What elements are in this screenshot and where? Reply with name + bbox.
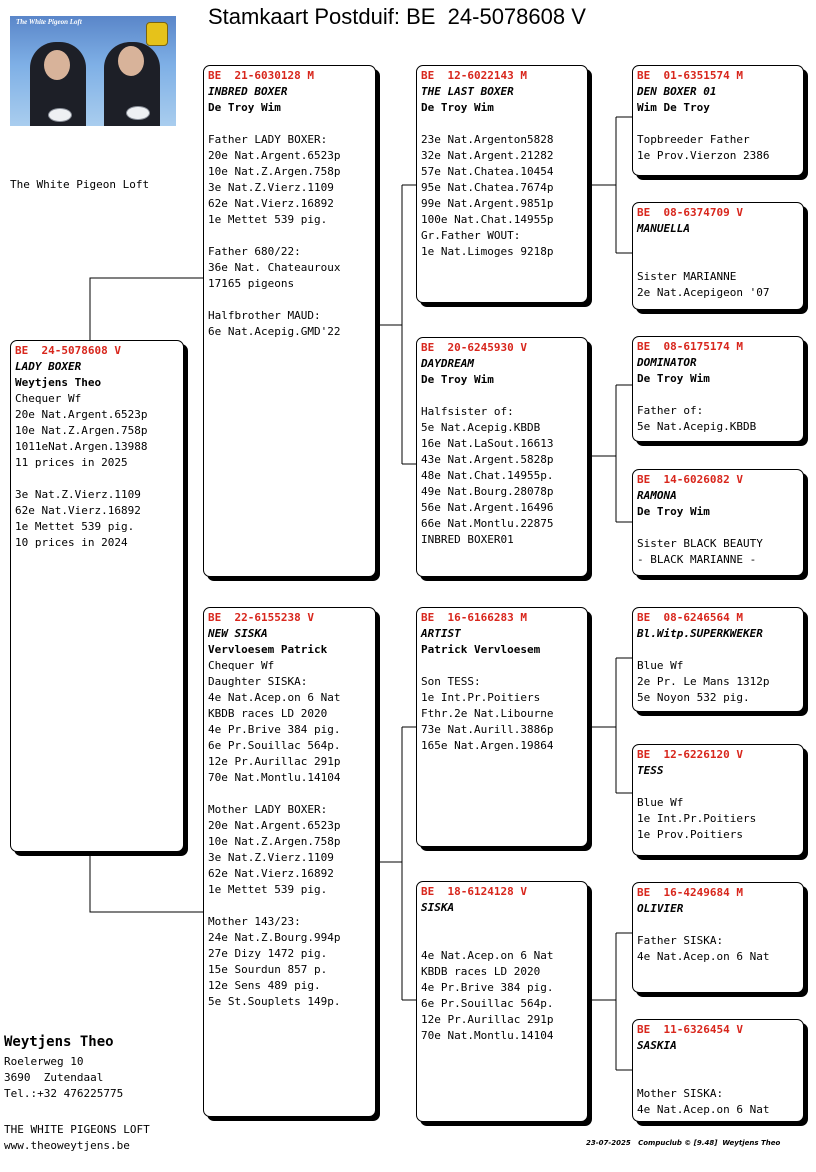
- info-line: 48e Nat.Chat.14955p.: [421, 469, 554, 482]
- info-line: 4e Nat.Acep.on 6 Nat: [208, 691, 341, 704]
- pigeon-card-ggf-ff: [632, 65, 804, 176]
- info-line: [637, 1070, 799, 1086]
- info-line: Father of:: [637, 404, 704, 417]
- info-line: KBDB races LD 2020: [421, 965, 541, 978]
- connector-mm-parents: [588, 933, 632, 1070]
- owner-street: Roelerweg 10: [4, 1055, 84, 1068]
- info-line: 1e Int.Pr.Poitiers: [637, 812, 757, 825]
- info-line: 5e Nat.Acepig.KBDB: [637, 420, 757, 433]
- info-line: 6e Pr.Souillac 564p.: [208, 739, 341, 752]
- info-line: 100e Nat.Chat.14955p: [421, 213, 554, 226]
- ring-number: BE 08-6175174 M: [637, 340, 743, 353]
- info-line: 20e Nat.Argent.6523p: [15, 408, 148, 421]
- info-line: [637, 520, 799, 536]
- info-line: 1e Mettet 539 pig.: [208, 883, 328, 896]
- info-line: 20e Nat.Argent.6523p: [208, 819, 341, 832]
- info-line: KBDB races LD 2020: [208, 707, 328, 720]
- pigeon-name: DEN BOXER 01: [637, 85, 717, 98]
- ring-number: BE 12-6022143 M: [421, 69, 527, 82]
- pigeon-name: SASKIA: [637, 1039, 677, 1052]
- info-line: 4e Nat.Acep.on 6 Nat: [637, 1103, 770, 1116]
- info-line: [637, 116, 799, 132]
- pigeon-name: RAMONA: [637, 489, 677, 502]
- pigeon-name: LADY BOXER: [15, 360, 82, 373]
- pigeon-owner: Weytjens Theo: [15, 376, 102, 389]
- connector-subject-mother: [90, 852, 204, 912]
- info-line: 1e Int.Pr.Poitiers: [421, 691, 541, 704]
- pigeon-owner: Vervloesem Patrick: [208, 643, 328, 656]
- info-line: 12e Pr.Aurillac 291p: [421, 1013, 554, 1026]
- info-line: Father LADY BOXER:: [208, 133, 328, 146]
- info-line: 1e Nat.Limoges 9218p: [421, 245, 554, 258]
- info-line: Topbreeder Father: [637, 133, 750, 146]
- info-line: - BLACK MARIANNE -: [637, 553, 757, 566]
- info-line: 5e Nat.Acepig.KBDB: [421, 421, 541, 434]
- info-line: Mother 143/23:: [208, 915, 301, 928]
- info-line: 16e Nat.LaSout.16613: [421, 437, 554, 450]
- info-line: 23e Nat.Argenton5828: [421, 133, 554, 146]
- photo-banner: The White Pigeon Loft: [16, 18, 82, 26]
- pigeon-name: INBRED BOXER: [208, 85, 288, 98]
- info-line: 36e Nat. Chateauroux: [208, 261, 341, 274]
- info-line: 4e Nat.Acep.on 6 Nat: [637, 950, 770, 963]
- info-line: Halfsister of:: [421, 405, 514, 418]
- info-line: 1e Prov.Vierzon 2386: [637, 149, 770, 162]
- ring-number: BE 24-5078608 V: [15, 344, 121, 357]
- info-line: 1e Mettet 539 pig.: [15, 520, 135, 533]
- owner-loft-name: THE WHITE PIGEONS LOFT: [4, 1123, 150, 1136]
- info-line: [637, 779, 799, 795]
- info-line: 95e Nat.Chatea.7674p: [421, 181, 554, 194]
- ring-number: BE 11-6326454 V: [637, 1023, 743, 1036]
- pigeon-owner: De Troy Wim: [421, 101, 494, 114]
- info-line: [208, 898, 371, 914]
- owner-name: Weytjens Theo: [4, 1034, 114, 1050]
- pigeon-card-father: [203, 65, 376, 577]
- info-line: 70e Nat.Montlu.14104: [208, 771, 341, 784]
- info-line: 99e Nat.Argent.9851p: [421, 197, 554, 210]
- info-line: [637, 253, 799, 269]
- pigeon-card-ggm-mm: [632, 1019, 804, 1122]
- info-line: [208, 292, 371, 308]
- pigeon-card-grandfather-maternal: [416, 607, 588, 847]
- loft-name: The White Pigeon Loft: [10, 178, 150, 191]
- owner-phone: Tel.:+32 476225775: [4, 1087, 124, 1100]
- pigeon-card-grandmother-maternal: [416, 881, 588, 1122]
- pigeon-name: MANUELLA: [637, 222, 690, 235]
- owner-website: www.theoweytjens.be: [4, 1139, 130, 1152]
- info-line: 62e Nat.Vierz.16892: [208, 867, 334, 880]
- pigeon-card-ggm-ff: [632, 202, 804, 310]
- info-line: Father 680/22:: [208, 245, 301, 258]
- info-line: Sister BLACK BEAUTY: [637, 537, 763, 550]
- ring-number: BE 22-6155238 V: [208, 611, 314, 624]
- connector-mf-parents: [588, 658, 632, 793]
- connector-ff-parents: [588, 117, 632, 253]
- connector-father-grandparents: [376, 185, 417, 464]
- info-line: 6e Nat.Acepig.GMD'22: [208, 325, 341, 338]
- pigeon-card-ggf-mm: [632, 882, 804, 993]
- info-line: 10e Nat.Z.Argen.758p: [208, 835, 341, 848]
- info-line: Fthr.2e Nat.Libourne: [421, 707, 554, 720]
- info-line: 62e Nat.Vierz.16892: [208, 197, 334, 210]
- pigeon-name: NEW SISKA: [208, 627, 268, 640]
- pigeon-card-ggm-mf: [632, 744, 804, 856]
- info-line: 10e Nat.Z.Argen.758p: [15, 424, 148, 437]
- info-line: [208, 228, 371, 244]
- info-line: [637, 642, 799, 658]
- pigeon-name: OLIVIER: [637, 902, 684, 915]
- info-line: [421, 658, 583, 674]
- info-line: 1e Prov.Poitiers: [637, 828, 743, 841]
- info-line: 4e Pr.Brive 384 pig.: [421, 981, 554, 994]
- pigeon-name: DOMINATOR: [637, 356, 697, 369]
- info-line: 49e Nat.Bourg.28078p: [421, 485, 554, 498]
- info-line: 73e Nat.Aurill.3886p: [421, 723, 554, 736]
- info-line: [421, 116, 583, 132]
- pigeon-name: TESS: [637, 764, 664, 777]
- owner-contact-block: [4, 1034, 150, 1154]
- info-line: 2e Pr. Le Mans 1312p: [637, 675, 770, 688]
- ring-number: BE 12-6226120 V: [637, 748, 743, 761]
- pigeon-card-ggm-fm: [632, 469, 804, 576]
- info-line: 56e Nat.Argent.16496: [421, 501, 554, 514]
- info-line: 24e Nat.Z.Bourg.994p: [208, 931, 341, 944]
- pigeon-name: THE LAST BOXER: [421, 85, 514, 98]
- info-line: Sister MARIANNE: [637, 270, 737, 283]
- info-line: Chequer Wf: [15, 392, 82, 405]
- info-line: 4e Nat.Acep.on 6 Nat: [421, 949, 554, 962]
- pigeon-card-ggf-fm: [632, 336, 804, 442]
- info-line: 3e Nat.Z.Vierz.1109: [208, 851, 334, 864]
- pigeon-owner: De Troy Wim: [421, 373, 494, 386]
- ring-number: BE 21-6030128 M: [208, 69, 314, 82]
- info-line: 11 prices in 2025: [15, 456, 128, 469]
- info-line: 32e Nat.Argent.21282: [421, 149, 554, 162]
- ring-number: BE 14-6026082 V: [637, 473, 743, 486]
- info-line: Mother SISKA:: [637, 1087, 724, 1100]
- info-line: [637, 917, 799, 933]
- pigeon-owner: Wim De Troy: [637, 101, 710, 114]
- info-line: 2e Nat.Acepigeon '07: [637, 286, 770, 299]
- info-line: 62e Nat.Vierz.16892: [15, 504, 141, 517]
- info-line: 70e Nat.Montlu.14104: [421, 1029, 554, 1042]
- info-line: Son TESS:: [421, 675, 481, 688]
- pigeon-card-grandmother-paternal: [416, 337, 588, 577]
- footer-credits: 23-07-2025 Compuclub © [9.48] Weytjens Theo: [586, 1139, 781, 1147]
- pigeon-owner: De Troy Wim: [637, 505, 710, 518]
- info-line: 1011eNat.Argen.13988: [15, 440, 148, 453]
- pigeon-name: DAYDREAM: [421, 357, 474, 370]
- info-line: 5e St.Souplets 149p.: [208, 995, 341, 1008]
- info-line: Gr.Father WOUT:: [421, 229, 521, 242]
- info-line: 66e Nat.Montlu.22875: [421, 517, 554, 530]
- info-line: Blue Wf: [637, 796, 684, 809]
- ring-number: BE 18-6124128 V: [421, 885, 527, 898]
- pigeon-card-ggf-mf: [632, 607, 804, 712]
- info-line: [637, 237, 799, 253]
- ring-number: BE 16-6166283 M: [421, 611, 527, 624]
- info-line: 5e Noyon 532 pig.: [637, 691, 750, 704]
- info-line: [421, 388, 583, 404]
- connector-fm-parents: [588, 385, 632, 522]
- info-line: 10e Nat.Z.Argen.758p: [208, 165, 341, 178]
- info-line: Chequer Wf: [208, 659, 275, 672]
- info-line: [637, 1054, 799, 1070]
- info-line: Daughter SISKA:: [208, 675, 308, 688]
- info-line: 27e Dizy 1472 pig.: [208, 947, 328, 960]
- ring-number: BE 08-6374709 V: [637, 206, 743, 219]
- info-line: 1e Mettet 539 pig.: [208, 213, 328, 226]
- ring-number: BE 20-6245930 V: [421, 341, 527, 354]
- info-line: 12e Pr.Aurillac 291p: [208, 755, 341, 768]
- info-line: 57e Nat.Chatea.10454: [421, 165, 554, 178]
- ring-number: BE 08-6246564 M: [637, 611, 743, 624]
- info-line: Halfbrother MAUD:: [208, 309, 321, 322]
- ring-number: BE 01-6351574 M: [637, 69, 743, 82]
- info-line: 43e Nat.Argent.5828p: [421, 453, 554, 466]
- info-line: 165e Nat.Argen.19864: [421, 739, 554, 752]
- info-line: 4e Pr.Brive 384 pig.: [208, 723, 341, 736]
- info-line: Father SISKA:: [637, 934, 724, 947]
- info-line: INBRED BOXER01: [421, 533, 514, 546]
- pigeon-card-grandfather-paternal: [416, 65, 588, 303]
- connector-mother-grandparents: [376, 727, 417, 1000]
- info-line: [421, 932, 583, 948]
- info-line: 20e Nat.Argent.6523p: [208, 149, 341, 162]
- info-line: [15, 471, 179, 487]
- pigeon-owner: Patrick Vervloesem: [421, 643, 541, 656]
- pigeon-name: ARTIST: [421, 627, 461, 640]
- pigeon-name: Bl.Witp.SUPERKWEKER: [637, 627, 763, 640]
- ring-number: BE 16-4249684 M: [637, 886, 743, 899]
- pigeon-card-mother: [203, 607, 376, 1117]
- page-title: Stamkaart Postduif: BE 24-5078608 V: [208, 4, 586, 29]
- pigeon-card-subject: [10, 340, 184, 852]
- connector-subject-father: [90, 278, 204, 340]
- info-line: [637, 387, 799, 403]
- info-line: 15e Sourdun 857 p.: [208, 963, 328, 976]
- info-line: 6e Pr.Souillac 564p.: [421, 997, 554, 1010]
- owner-city: 3690 Zutendaal: [4, 1071, 104, 1084]
- info-line: [421, 916, 583, 932]
- info-line: 3e Nat.Z.Vierz.1109: [208, 181, 334, 194]
- pigeon-owner: De Troy Wim: [637, 372, 710, 385]
- info-line: Mother LADY BOXER:: [208, 803, 328, 816]
- info-line: 3e Nat.Z.Vierz.1109: [15, 488, 141, 501]
- info-line: Blue Wf: [637, 659, 684, 672]
- info-line: 17165 pigeons: [208, 277, 295, 290]
- pigeon-name: SISKA: [421, 901, 455, 914]
- info-line: [208, 786, 371, 802]
- info-line: 12e Sens 489 pig.: [208, 979, 321, 992]
- info-line: 10 prices in 2024: [15, 536, 128, 549]
- info-line: [208, 116, 371, 132]
- pigeon-owner: De Troy Wim: [208, 101, 281, 114]
